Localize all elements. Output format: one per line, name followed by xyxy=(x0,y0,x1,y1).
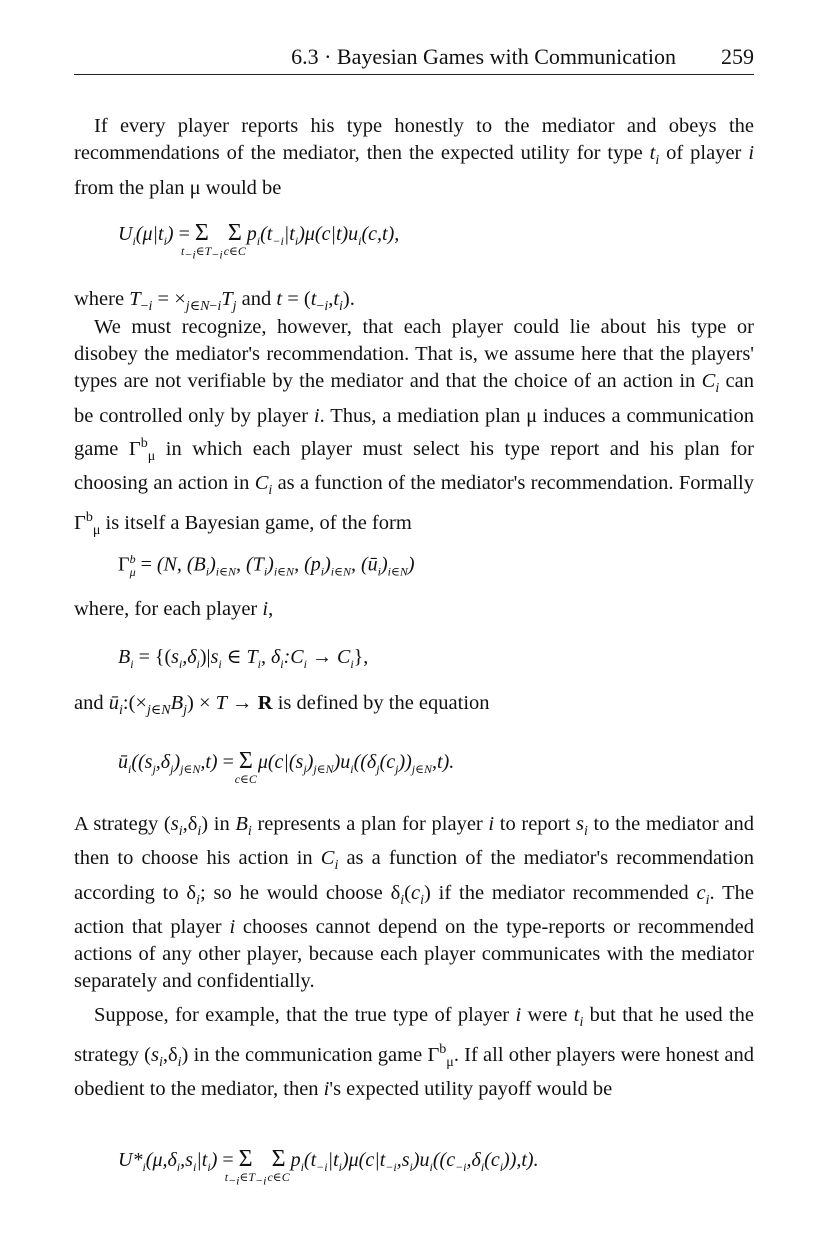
equation-gamma-definition: $\Gamma^b_\mu = (N$, $(B_i)_{i\in N}$, $(T_i)_{i\in N}$, $(p_i)_{i\in N}$, $(ū_i)_{i\in N}$) xyxy=(118,552,415,579)
equation-strategy-set: $B_i = \{(s_i,\delta_i)|s_i$ ∈ $T_i$, $\delta_i:C_i \to C_i$}, xyxy=(118,646,369,671)
equation-utility-definition: $ū_i((s_j,\delta_j)_{j\in N},t) = \Sigma$ c∈C $\mu(c|(s_j)_{j\in N})u_i((\delta_j(c_j))_{j\in N},t)$. xyxy=(118,748,455,786)
paragraph-utility-defined: and $ū_i:(\times_{j\in N}B_j) \times T \to R$ is defined by the equation xyxy=(74,692,490,719)
paragraph-communication-game: We must recognize, however, that each player could lie about his type or disobey the mediator's recommendation. That is, we assume here that the players' types are not verifiable by the mediator and that the choice of an action in $C_i$ can be controlled only by player i. Thus, a mediation plan μ induces a communication game $\Gamma^b_\mu$ in which each player must select his type report and his plan for choosing an action in $C_i$ as a function of the mediator's recommendation. Formally $\Gamma^b_\mu$ is itself a Bayesian game, of the form xyxy=(74,316,754,539)
header-rule xyxy=(74,74,754,75)
section-title: 6.3 · Bayesian Games with Communication xyxy=(291,44,676,69)
paragraph-for-each-player: where, for each player i, xyxy=(74,598,274,620)
paragraph-where-definition: where $T_{-i} = \times_{j\in N-i}T_j$ and $t = (t_{-i},t_i)$. xyxy=(74,288,355,315)
page-number: 259 xyxy=(721,44,754,69)
equation-deviation-utility: $U*_i(\mu,\delta_i,s_i|t_i) = \Sigma$ $t_{-i}\in T_{-i}$ Σ c∈C $p_i(t_{-i}|t_i)\mu(c|t_{-i},s_i)u_i((c_{-i},\delta_i(c_i)),t)$. xyxy=(118,1146,539,1188)
paragraph-deviation-example: Suppose, for example, that the true type of player i were $t_i$ but that he used the strategy $(s_i,\delta_i)$ in the communication game $\Gamma^b_\mu$. If all other players were honest and obedient to the mediator, then i's expected utility payoff would be xyxy=(74,1004,754,1101)
running-header xyxy=(74,44,754,74)
equation-expected-utility: $U_i(\mu|t_i) = \Sigma$ $t_{-i}\in T_{-i}$ Σ c∈C $p_i(t_{-i}|t_i)\mu(c|t)u_i(c,t)$, xyxy=(118,220,400,262)
paragraph-honest-utility: If every player reports his type honestly to the mediator and obeys the recommendations of the mediator, then the expected utility for type $t_i$ of player i from the plan μ would be xyxy=(74,115,755,199)
paragraph-strategy-explanation: A strategy $(s_i,\delta_i)$ in $B_i$ represents a plan for player i to report $s_i$ to the mediator and then to choose his action in $C_i$ as a function of the mediator's recommendation according to $\delta_i$; so he would choose $\delta_i(c_i)$ if the mediator recommended $c_i$. The action that player i chooses cannot depend on the type-reports or recommended actions of any other player, because each player communicates with the mediator separately and confidentially. xyxy=(74,813,754,993)
